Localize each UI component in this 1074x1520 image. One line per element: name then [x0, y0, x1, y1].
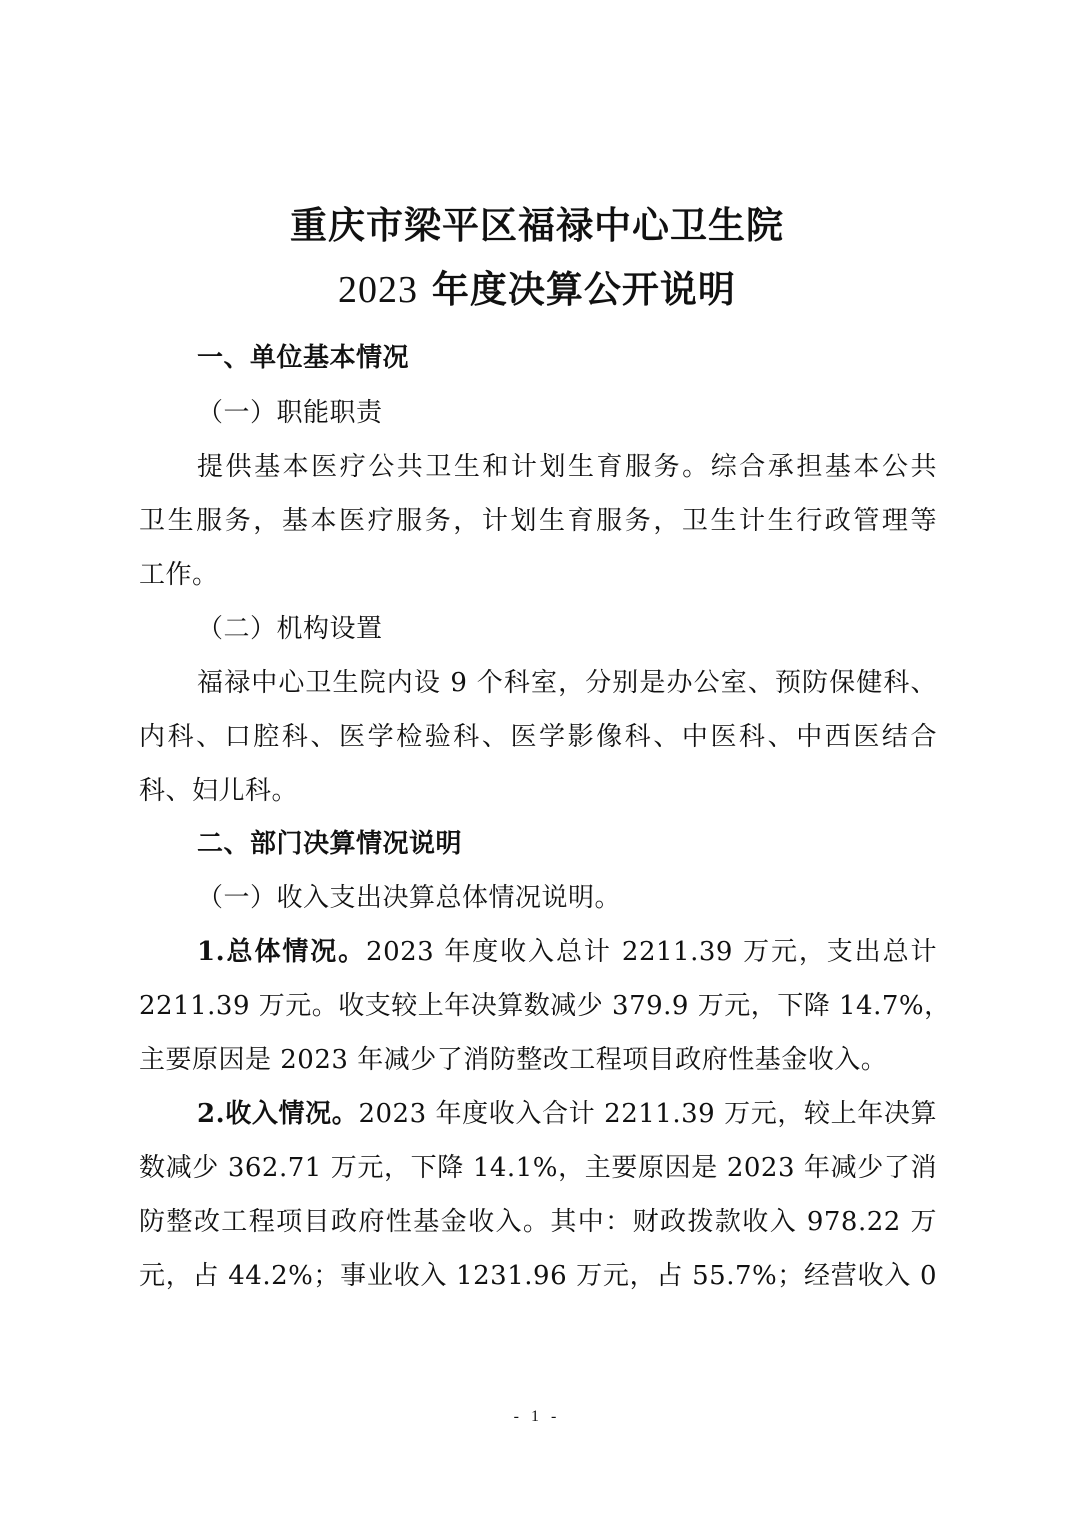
p1-line3: 主要原因是 2023 年减少了消防整改工程项目政府性基金收入。 [139, 1045, 888, 1075]
section1-sub2-line3: 科、妇儿科。 [139, 776, 299, 806]
p2-line1 [197, 1096, 937, 1132]
page-number: - 1 - [513, 1408, 561, 1425]
section1-sub1-line2: 卫生服务，基本医疗服务，计划生育服务，卫生计生行政管理等 [139, 506, 937, 536]
p2-line1-rest: 2023 年度收入合计 2211.39 万元，较上年决算 [358, 1099, 937, 1129]
p1-lead: 1.总体情况。 [197, 937, 367, 967]
section2-heading: 二、部门决算情况说明 [197, 829, 463, 859]
p2-line3: 防整改工程项目政府性基金收入。其中：财政拨款收入 978.22 万 [139, 1207, 937, 1237]
p2-line2: 数减少 362.71 万元，下降 14.1%，主要原因是 2023 年减少了消 [139, 1153, 937, 1183]
title-rest: 年度决算公开说明 [418, 268, 736, 311]
section1-sub2-line1: 福禄中心卫生院内设 9 个科室，分别是办公室、预防保健科、 [197, 668, 937, 698]
section1-sub2-heading: （二）机构设置 [197, 614, 383, 644]
section1-sub2-line2: 内科、口腔科、医学检验科、医学影像科、中医科、中西医结合 [139, 722, 937, 752]
section1-sub1-heading: （一）职能职责 [197, 398, 383, 428]
document-title-line2 [0, 259, 1074, 313]
p2-lead: 2.收入情况。 [197, 1099, 359, 1129]
section1-sub1-line3: 工作。 [139, 560, 219, 590]
p1-line1-rest: 2023 年度收入总计 2211.39 万元，支出总计 [366, 937, 937, 967]
p1-line1 [197, 934, 937, 970]
section2-sub1-heading: （一）收入支出决算总体情况说明。 [197, 883, 622, 913]
document-title-line1: 重庆市梁平区福禄中心卫生院 [290, 204, 784, 247]
section1-sub1-line1: 提供基本医疗公共卫生和计划生育服务。综合承担基本公共 [197, 452, 937, 482]
p2-line4: 元，占 44.2%；事业收入 1231.96 万元，占 55.7%；经营收入 0 [139, 1261, 937, 1291]
section1-heading: 一、单位基本情况 [197, 343, 410, 373]
title-year: 2023 [338, 269, 419, 311]
p1-line2: 2211.39 万元。收支较上年决算数减少 379.9 万元，下降 14.7%， [139, 991, 951, 1021]
